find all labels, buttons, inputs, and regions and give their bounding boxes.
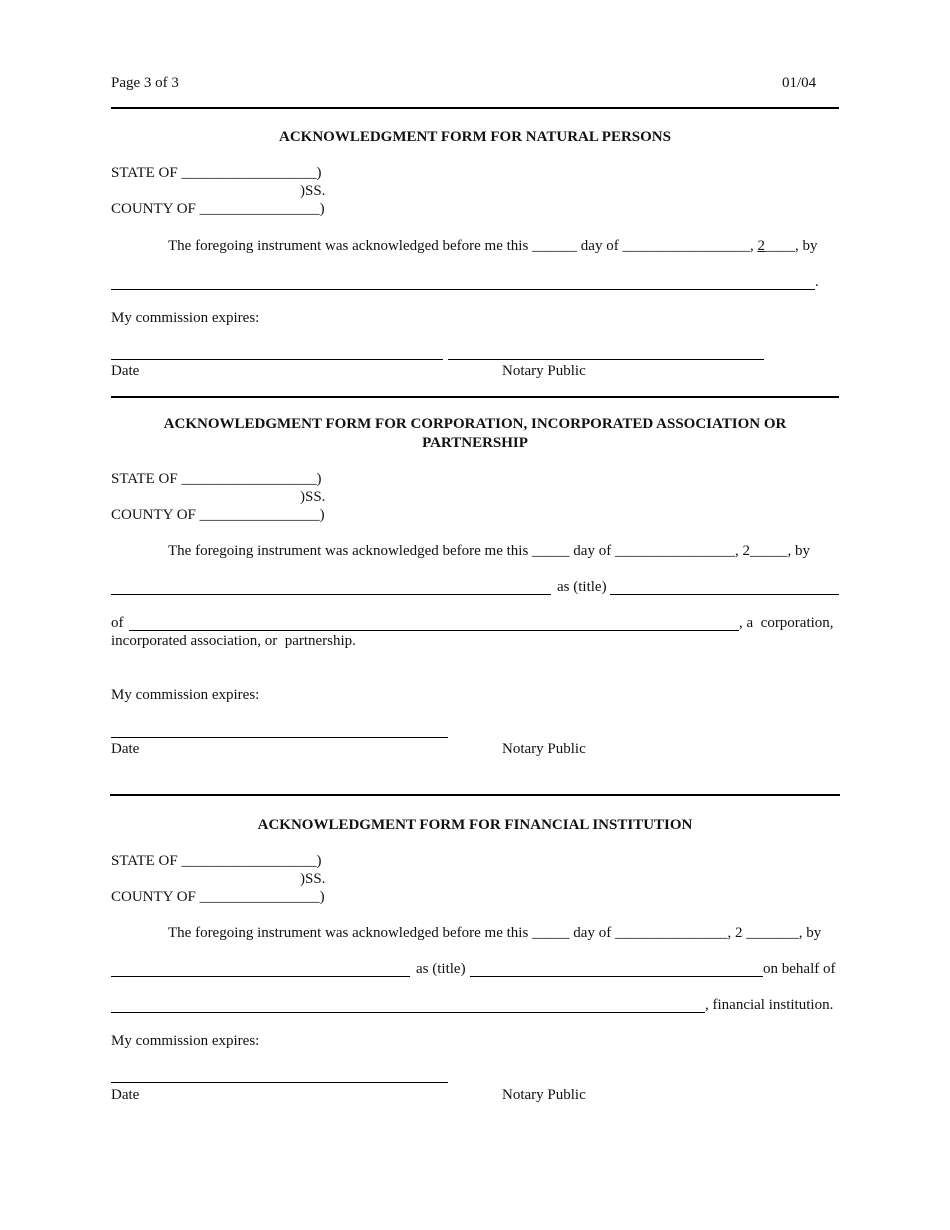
corp-date-label: Date	[111, 741, 140, 757]
fin-as-title: as (title)	[416, 961, 466, 977]
corp-entity-types: incorporated association, or partnership.	[111, 633, 356, 649]
natural-period: .	[815, 274, 819, 290]
corp-suffix: , a corporation,	[739, 615, 834, 631]
natural-ss: )SS.	[300, 183, 326, 199]
natural-commission-expires: My commission expires:	[111, 310, 260, 326]
page-number: Page 3 of 3	[111, 75, 179, 91]
natural-year-prefill: 2	[757, 238, 765, 254]
corp-ss: )SS.	[300, 489, 326, 505]
financial-title: ACKNOWLEDGMENT FORM FOR FINANCIAL INSTITUTION	[257, 817, 693, 833]
natural-notary-label: Notary Public	[502, 363, 586, 379]
natural-state-line[interactable]: STATE OF __________________)	[111, 165, 322, 181]
fin-notary-label: Notary Public	[502, 1087, 586, 1103]
natural-acknowledgment-sentence[interactable]	[168, 237, 817, 255]
fin-title-line[interactable]	[470, 976, 763, 977]
corp-of-label: of	[111, 615, 124, 631]
fin-ss: )SS.	[300, 871, 326, 887]
corp-entity-line[interactable]	[129, 630, 739, 631]
header-divider	[111, 107, 839, 109]
corp-date-signature-line[interactable]	[111, 737, 448, 738]
natural-notary-signature-line[interactable]	[448, 359, 764, 360]
corporation-title-line1: ACKNOWLEDGMENT FORM FOR CORPORATION, INCORPORATED ASSOCIATION OR	[163, 416, 787, 432]
natural-date-signature-line[interactable]	[111, 359, 443, 360]
natural-date-label: Date	[111, 363, 140, 379]
fin-name-line[interactable]	[111, 976, 410, 977]
section-divider-1	[111, 396, 839, 398]
fin-date-label: Date	[111, 1087, 140, 1103]
corp-title-line[interactable]	[610, 594, 839, 595]
fin-acknowledgment-sentence[interactable]: The foregoing instrument was acknowledged before me this _____ day of _______________, 2 _______, by	[168, 925, 822, 941]
corp-as-title: as (title)	[557, 579, 607, 595]
corp-name-line[interactable]	[111, 594, 551, 595]
form-date: 01/04	[782, 75, 817, 91]
corp-commission-expires: My commission expires:	[111, 687, 260, 703]
fin-date-signature-line[interactable]	[111, 1082, 448, 1083]
natural-sentence-b: ____, by	[764, 238, 818, 254]
natural-county-line[interactable]: COUNTY OF ________________)	[111, 201, 325, 217]
fin-institution-line[interactable]	[111, 1012, 705, 1013]
fin-commission-expires: My commission expires:	[111, 1033, 260, 1049]
fin-suffix: , financial institution.	[705, 997, 834, 1013]
corporation-title-line2: PARTNERSHIP	[422, 435, 528, 451]
corp-notary-label: Notary Public	[502, 741, 586, 757]
corp-acknowledgment-sentence[interactable]: The foregoing instrument was acknowledged before me this _____ day of ________________, 2_____, by	[168, 543, 810, 559]
corp-state-line[interactable]: STATE OF __________________)	[111, 471, 322, 487]
section-divider-2	[110, 794, 840, 796]
corp-county-line[interactable]: COUNTY OF ________________)	[111, 507, 325, 523]
natural-name-line[interactable]	[111, 289, 815, 290]
fin-county-line[interactable]: COUNTY OF ________________)	[111, 889, 325, 905]
natural-persons-title: ACKNOWLEDGMENT FORM FOR NATURAL PERSONS	[279, 129, 671, 145]
fin-state-line[interactable]: STATE OF __________________)	[111, 853, 322, 869]
natural-sentence-a: The foregoing instrument was acknowledged before me this ______ day of _________________,	[168, 238, 758, 254]
fin-on-behalf: on behalf of	[763, 961, 836, 977]
